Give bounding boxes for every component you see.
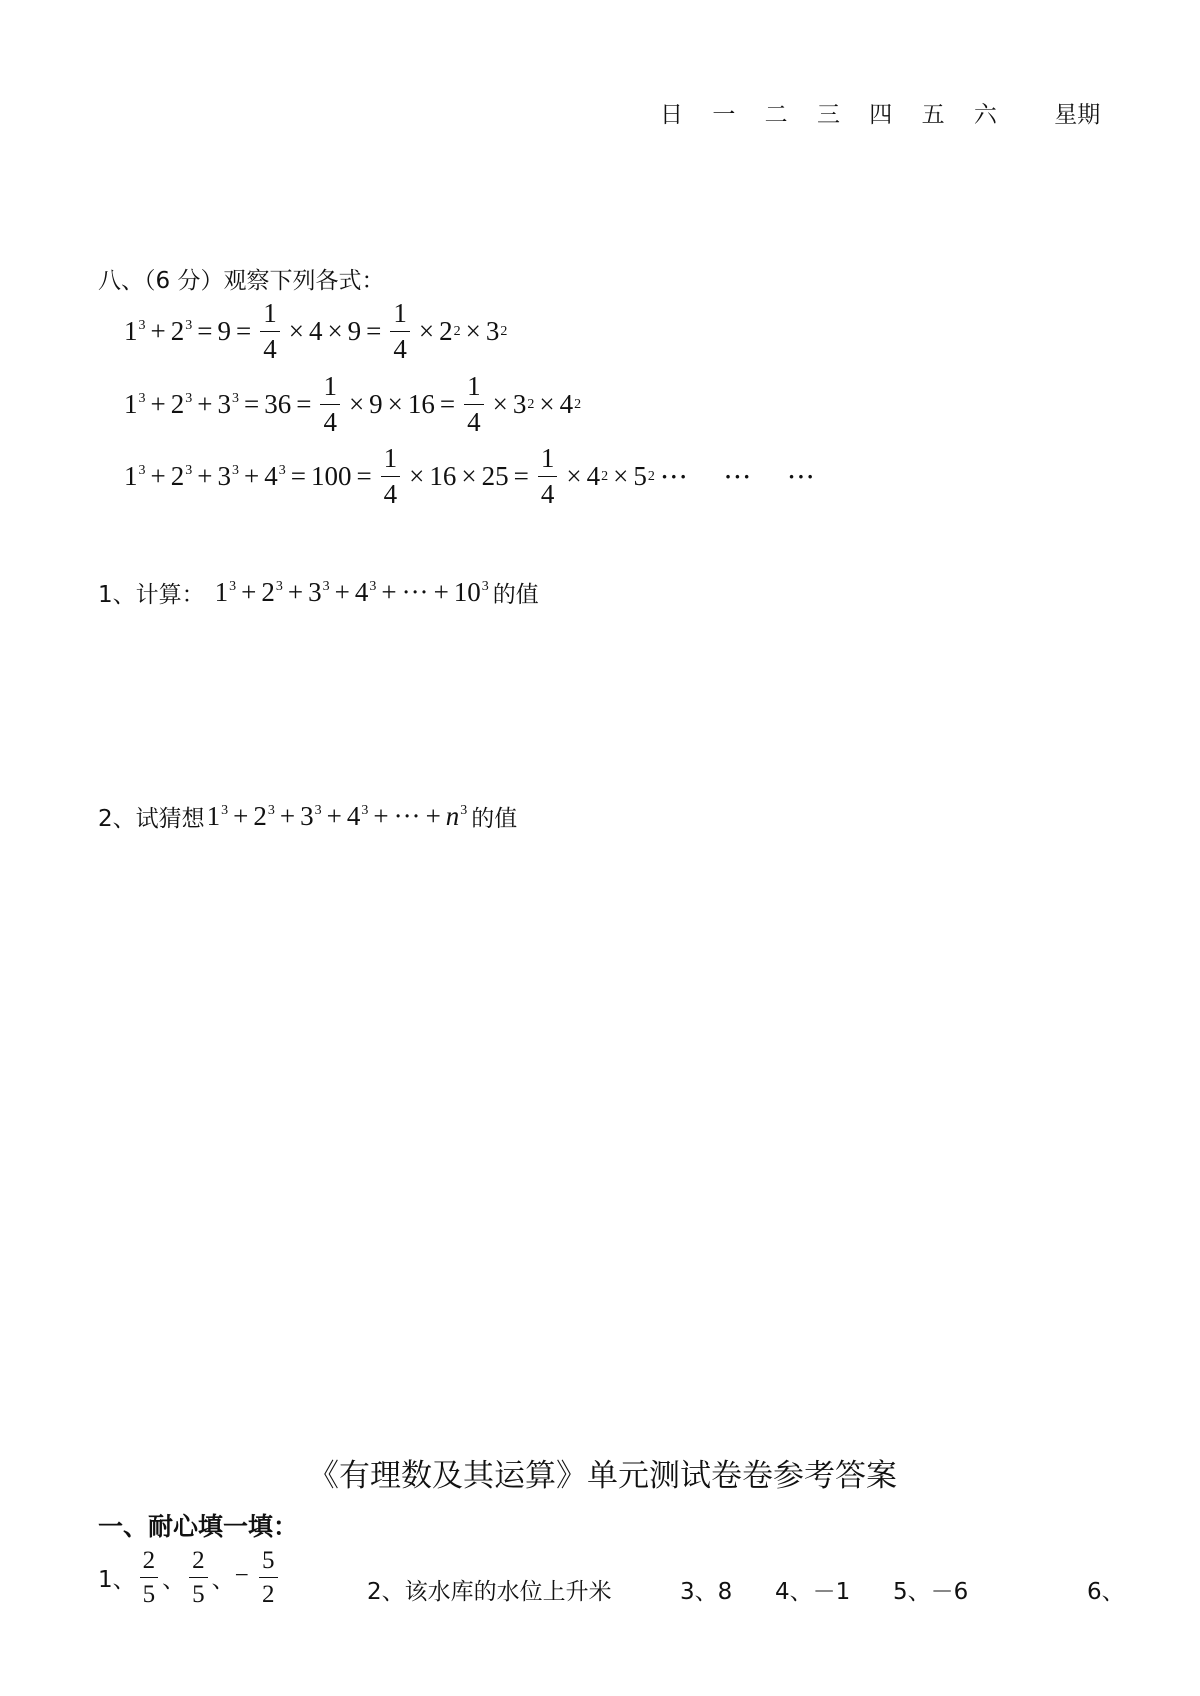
answer-5: 5、－6: [893, 1579, 969, 1605]
section-1-heading: 一、耐心填一填：: [98, 1512, 299, 1541]
sub2-expression: $1^3 + 2^3 + 3^3 + 4^3$ + ··· + $n^3$: [206, 801, 468, 831]
answer-key-title: 《有理数及其运算》单元测试卷卷参考答案: [308, 1458, 897, 1494]
weekday-mon: 一: [712, 102, 736, 128]
sub-question-2: [98, 800, 517, 833]
equation-line-3: $1^3 + 2^3 + 3^3 + 4^3$ = 100 = $\frac{1}{4}$ × 16 × 25 = $\frac{1}{4}$ × 4 2 × 5 2 ··· ··· ···: [124, 443, 816, 509]
sub1-suffix: 的值: [492, 582, 539, 608]
weekday-tue: 二: [764, 102, 788, 128]
eq1-result: 9: [217, 316, 231, 346]
eq1-fraction-b: $\frac{1}{4}$: [390, 300, 410, 363]
eq2-result: 36: [264, 389, 292, 419]
weekday-sun: 日: [660, 102, 683, 128]
answer-4: 4、－1: [775, 1579, 851, 1605]
sub2-label: 2、试猜想: [98, 806, 205, 832]
weekday-fri: 五: [921, 102, 945, 128]
eq1-lhs: $1^3 + 2^3$: [124, 316, 193, 346]
answer-1-fraction-2: $\frac{2}{5}$: [189, 1548, 208, 1607]
answer-1-fraction-3-sign: −: [234, 1562, 249, 1590]
answer-2: 2、该水库的水位上升米: [367, 1579, 612, 1605]
eq2-fraction-b: $\frac{1}{4}$: [464, 373, 484, 436]
weekday-sat: 六: [973, 102, 997, 128]
sub-question-1: [98, 576, 539, 609]
weekday-row: [660, 96, 1122, 129]
weekday-wed: 三: [816, 102, 840, 128]
eq3-lhs: $1^3 + 2^3 + 3^3 + 4^3$: [124, 461, 286, 491]
answer-1-label: 1、: [98, 1567, 136, 1593]
equation-line-1: $1^3 + 2^3$ = 9 = $\frac{1}{4}$ × 4 × 9 = $\frac{1}{4}$ × 2 2 × 3 2: [124, 298, 508, 364]
sub1-expression: $1^3 + 2^3 + 3^3 + 4^3$ + ··· + $10^3$: [214, 577, 489, 607]
q8-heading: 八、（6 分）观察下列各式：: [98, 268, 385, 294]
eq2-fraction-a: $\frac{1}{4}$: [320, 373, 340, 436]
eq3-result: 100: [310, 461, 352, 491]
answer-1-fraction-3: $\frac{5}{2}$: [259, 1548, 278, 1607]
eq2-lhs: $1^3 + 2^3 + 3^3$: [124, 389, 239, 419]
trailing-ellipsis: ··· ··· ···: [660, 463, 816, 489]
answer-3: 3、8: [680, 1579, 733, 1605]
answer-1-fraction-1: $\frac{2}{5}$: [140, 1548, 159, 1607]
week-label: 星期: [1054, 102, 1101, 128]
eq3-fraction-a: $\frac{1}{4}$: [381, 445, 401, 508]
weekday-thu: 四: [869, 102, 893, 128]
answer-1: 1、 $\frac{2}{5}$ 、 $\frac{2}{5}$ 、 − $\frac{5}{2}$: [98, 1548, 282, 1607]
eq1-fraction-a: $\frac{1}{4}$: [260, 300, 280, 363]
equation-line-2: $1^3 + 2^3 + 3^3$ = 36 = $\frac{1}{4}$ × 9 × 16 = $\frac{1}{4}$ × 3 2 × 4 2: [124, 371, 582, 437]
sub2-suffix: 的值: [471, 806, 518, 832]
eq3-fraction-b: $\frac{1}{4}$: [538, 445, 558, 508]
sub1-label: 1、计算：: [98, 582, 205, 608]
answer-6: 6、: [1087, 1579, 1125, 1605]
